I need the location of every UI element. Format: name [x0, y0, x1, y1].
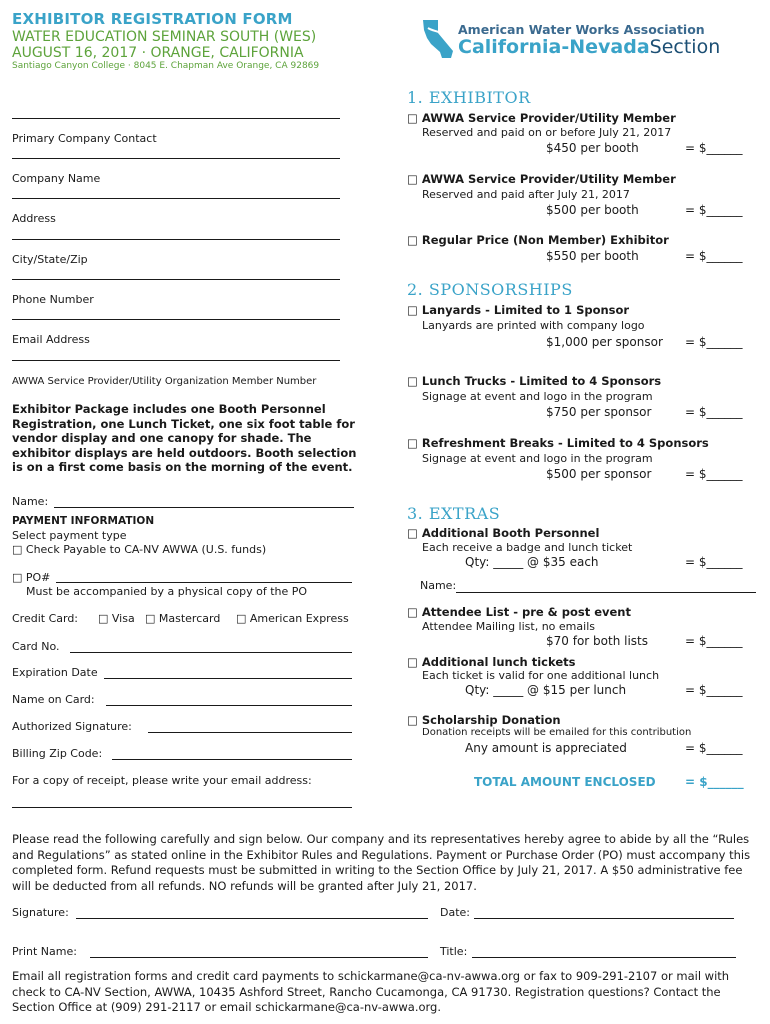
payment-check-option[interactable]: □ Check Payable to CA-NV AWWA (U.S. funds) — [12, 543, 267, 556]
signature-label: Authorized Signature: — [12, 720, 132, 733]
payment-po-option[interactable]: □ PO# — [12, 571, 51, 584]
extras-option-3[interactable]: □ Additional lunch tickets — [407, 655, 576, 669]
logo-line2a: California-Nevada — [458, 36, 650, 58]
extras-option-2-desc: Attendee Mailing list, no emails — [422, 620, 595, 633]
section-sponsorships: 2. SPONSORSHIPS — [407, 280, 573, 299]
extras-option-4-desc: Donation receipts will be emailed for this contribution — [422, 727, 692, 738]
sponsorship-option-2-amount[interactable]: = $______ — [685, 405, 743, 419]
card-option-amex[interactable]: □ American Express — [236, 612, 349, 625]
section-exhibitor: 1. EXHIBITOR — [407, 88, 531, 107]
sign-title-label: Title: — [440, 945, 468, 958]
field-label-address: Address — [12, 212, 56, 225]
logo-line1: American Water Works Association — [458, 22, 705, 37]
sponsorship-option-1-amount[interactable]: = $______ — [685, 335, 743, 349]
exhibitor-option-1-amount[interactable]: = $______ — [685, 141, 743, 155]
extras-option-1-price[interactable]: Qty: _____ @ $35 each — [465, 555, 599, 569]
event-name: WATER EDUCATION SEMINAR SOUTH (WES) — [12, 29, 317, 45]
rules-text: Please read the following carefully and sign below. Our company and its representatives hereby agree to abide by all the “Rules and Regulations” as stated online in the Exhibitor Rules and Regulations. Payment or Purchase Order (PO) must accompany this completed form. Refund requests must be submitted in writing to the Section Office by July 21, 2017. A $50 administrative fee will be deducted from all refunds. NO refunds will be granted after July 21, 2017. — [12, 832, 751, 893]
extras-option-4-price: Any amount is appreciated — [465, 741, 627, 755]
sponsorship-option-3-desc: Signage at event and logo in the program — [422, 452, 653, 465]
contact-field-line-6[interactable] — [12, 319, 340, 320]
sponsorship-option-3[interactable]: □ Refreshment Breaks - Limited to 4 Sponsors — [407, 436, 709, 450]
form-title: EXHIBITOR REGISTRATION FORM — [12, 10, 293, 28]
exhibitor-option-3-price: $550 per booth — [546, 249, 639, 263]
receipt-email-line[interactable] — [12, 807, 352, 808]
venue-address: Santiago Canyon College · 8045 E. Chapman Ave Orange, CA 92869 — [12, 61, 320, 71]
extras-option-1-desc: Each receive a badge and lunch ticket — [422, 541, 633, 554]
extras-option-4-amount[interactable]: = $______ — [685, 741, 743, 755]
extras-option-1-amount[interactable]: = $______ — [685, 555, 743, 569]
sign-print-name-line[interactable] — [90, 957, 428, 958]
event-date-location: AUGUST 16, 2017 · ORANGE, CALIFORNIA — [12, 45, 304, 61]
extras-option-3-price[interactable]: Qty: _____ @ $15 per lunch — [465, 683, 627, 697]
state-map-icon — [420, 18, 456, 60]
card-option-mastercard[interactable]: □ Mastercard — [145, 612, 221, 625]
billing-zip-line[interactable] — [112, 759, 352, 760]
sponsorship-option-1[interactable]: □ Lanyards - Limited to 1 Sponsor — [407, 303, 630, 317]
sponsorship-option-2-price: $750 per sponsor — [546, 405, 652, 419]
payment-heading: PAYMENT INFORMATION — [12, 515, 155, 527]
sign-print-name-label: Print Name: — [12, 945, 77, 958]
section-extras: 3. EXTRAS — [407, 504, 501, 523]
field-label-city-state-zip: City/State/Zip — [12, 253, 88, 266]
extras-option-3-amount[interactable]: = $______ — [685, 683, 743, 697]
exhibitor-option-1[interactable]: □ AWWA Service Provider/Utility Member — [407, 111, 676, 125]
name-on-card-label: Name on Card: — [12, 693, 95, 706]
extras-option-3-desc: Each ticket is valid for one additional lunch — [422, 669, 660, 682]
sign-date-label: Date: — [440, 906, 470, 919]
package-note: Exhibitor Package includes one Booth Personnel Registration, one Lunch Ticket, one six foot table for vendor display and one canopy for shade. The exhibitor displays are held outdoors. Booth selection is on a first come basis on the morning of the event. — [12, 402, 357, 475]
sponsorship-option-3-price: $500 per sponsor — [546, 467, 652, 481]
name-on-card-line[interactable] — [106, 705, 352, 706]
contact-field-line-4[interactable] — [12, 239, 340, 240]
contact-field-line-7[interactable] — [12, 360, 340, 361]
total-label: TOTAL AMOUNT ENCLOSED — [474, 775, 656, 789]
logo-line2 — [458, 36, 720, 58]
extras-name-line[interactable] — [456, 592, 756, 593]
field-label-company-name: Company Name — [12, 172, 101, 185]
contact-field-line-3[interactable] — [12, 198, 340, 199]
field-label-phone: Phone Number — [12, 293, 94, 306]
sponsorship-option-3-amount[interactable]: = $______ — [685, 467, 743, 481]
field-label-member-number: AWWA Service Provider/Utility Organization Member Number — [12, 376, 317, 387]
sponsorship-option-1-price: $1,000 per sponsor — [546, 335, 663, 349]
sponsorship-option-1-desc: Lanyards are printed with company logo — [422, 319, 645, 332]
extras-name-label: Name: — [420, 579, 457, 592]
exhibitor-option-2-amount[interactable]: = $______ — [685, 203, 743, 217]
contact-field-line-5[interactable] — [12, 279, 340, 280]
exhibitor-option-1-price: $450 per booth — [546, 141, 639, 155]
total-amount[interactable]: = $______ — [685, 775, 744, 789]
contact-field-line-1[interactable] — [12, 118, 340, 119]
exhibitor-option-2-desc: Reserved and paid after July 21, 2017 — [422, 188, 630, 201]
name-label: Name: — [12, 495, 49, 508]
logo-line2b: Section — [649, 36, 721, 58]
card-number-label: Card No. — [12, 640, 60, 653]
credit-card-label: Credit Card: — [12, 612, 79, 625]
sign-signature-line[interactable] — [76, 918, 428, 919]
extras-option-2[interactable]: □ Attendee List - pre & post event — [407, 605, 631, 619]
expiration-line[interactable] — [104, 678, 352, 679]
extras-option-1[interactable]: □ Additional Booth Personnel — [407, 526, 600, 540]
exhibitor-option-1-desc: Reserved and paid on or before July 21, 2017 — [422, 126, 672, 139]
exhibitor-option-2[interactable]: □ AWWA Service Provider/Utility Member — [407, 172, 676, 186]
po-note: Must be accompanied by a physical copy of the PO — [26, 585, 308, 598]
footer-contact-text: Email all registration forms and credit card payments to schickarmane@ca-nv-awwa.org or fax to 909-291-2107 or mail with check to CA-NV Section, AWWA, 10435 Ashford Street, Rancho Cucamonga, CA 91730. Registration questions? Contact the Section Office at (909) 291-2117 or email schickarmane@ca-nv-awwa.org. — [12, 969, 730, 1014]
card-option-visa[interactable]: □ Visa — [98, 612, 135, 625]
extras-option-2-price: $70 for both lists — [546, 634, 648, 648]
contact-field-line-2[interactable] — [12, 158, 340, 159]
card-number-line[interactable] — [70, 652, 352, 653]
expiration-label: Expiration Date — [12, 666, 98, 679]
extras-option-2-amount[interactable]: = $______ — [685, 634, 743, 648]
exhibitor-option-2-price: $500 per booth — [546, 203, 639, 217]
sponsorship-option-2[interactable]: □ Lunch Trucks - Limited to 4 Sponsors — [407, 374, 662, 388]
field-label-primary-contact: Primary Company Contact — [12, 132, 157, 145]
receipt-note: For a copy of receipt, please write your email address: — [12, 774, 312, 787]
po-number-line[interactable] — [56, 582, 352, 583]
sign-title-line[interactable] — [472, 957, 736, 958]
exhibitor-option-3-amount[interactable]: = $______ — [685, 249, 743, 263]
sponsorship-option-2-desc: Signage at event and logo in the program — [422, 390, 653, 403]
payment-select-label: Select payment type — [12, 529, 127, 542]
field-label-email: Email Address — [12, 333, 90, 346]
auth-signature-line[interactable] — [148, 732, 352, 733]
sign-date-line[interactable] — [474, 918, 734, 919]
exhibitor-option-3[interactable]: □ Regular Price (Non Member) Exhibitor — [407, 233, 669, 247]
billing-zip-label: Billing Zip Code: — [12, 747, 103, 760]
sign-signature-label: Signature: — [12, 906, 69, 919]
extras-option-4[interactable]: □ Scholarship Donation — [407, 713, 561, 727]
name-field-line[interactable] — [54, 507, 354, 508]
